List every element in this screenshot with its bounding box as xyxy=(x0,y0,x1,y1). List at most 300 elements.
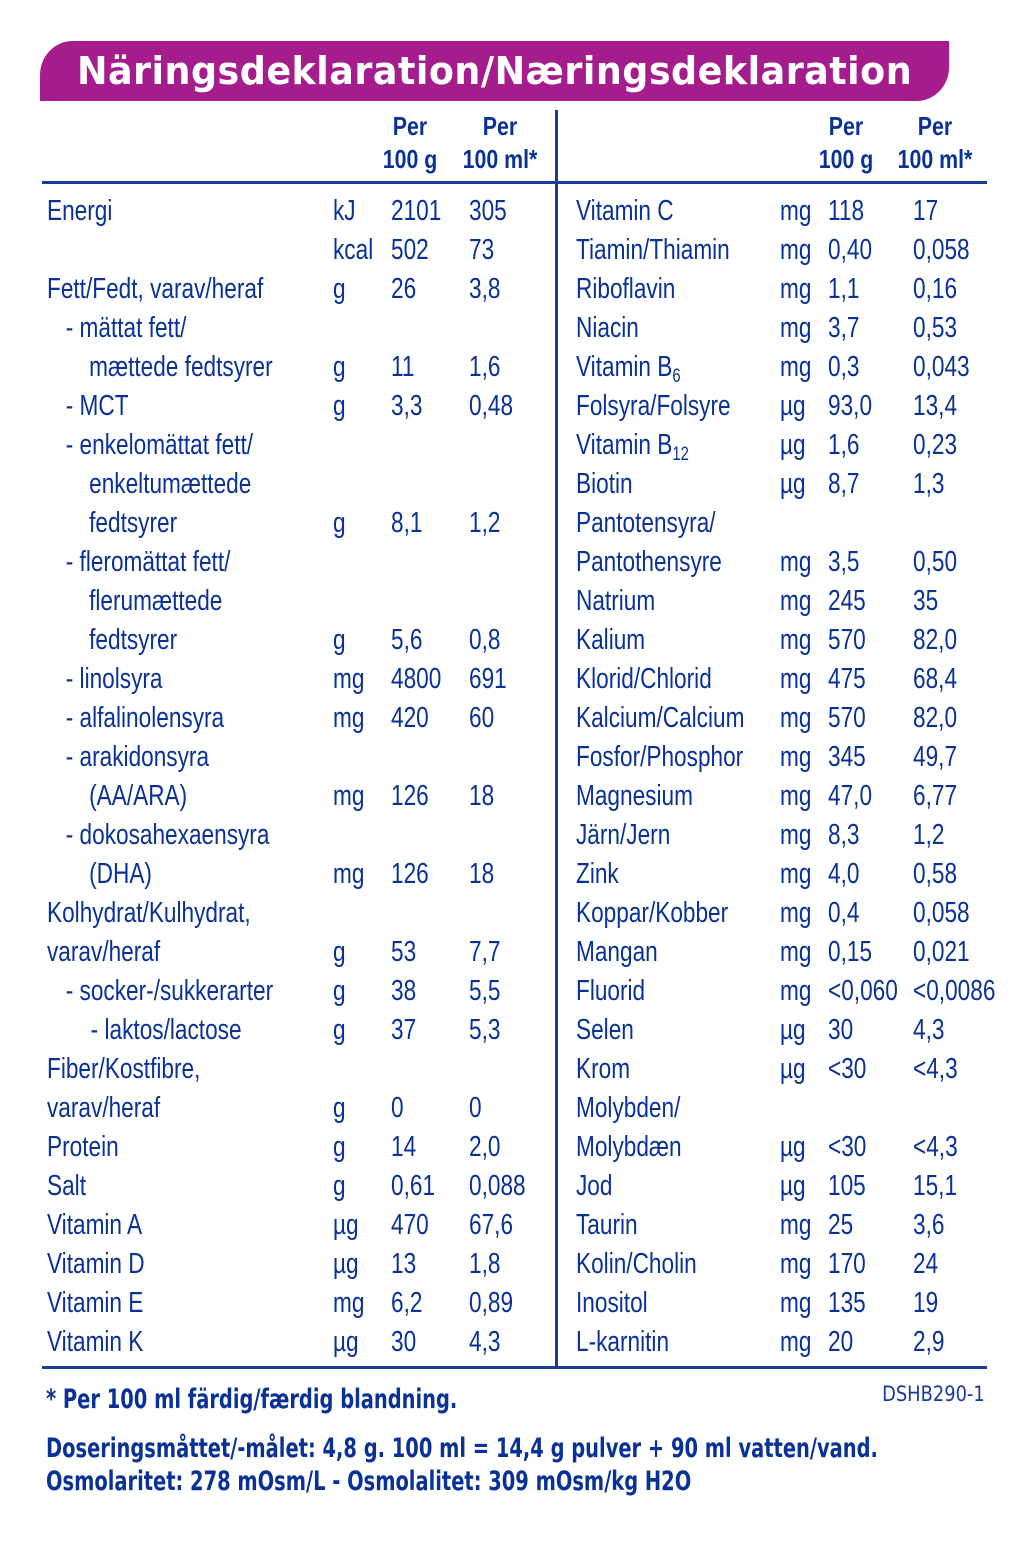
nutrient-name-text: Molybden/ xyxy=(576,1092,681,1124)
nutrient-name xyxy=(576,192,674,231)
value-per-100g: 170 xyxy=(828,1248,866,1280)
nutrient-name-text: Protein xyxy=(47,1131,119,1163)
table-row xyxy=(47,1011,552,1050)
table-row xyxy=(47,1206,552,1245)
nutrient-name xyxy=(576,894,728,933)
value-per-100ml: 0,48 xyxy=(469,390,514,422)
nutrient-name xyxy=(576,1089,680,1128)
unit: g xyxy=(333,390,346,422)
value-per-100ml: 49,7 xyxy=(913,741,958,773)
nutrient-name-text: Fiber/Kostfibre, xyxy=(47,1053,201,1085)
nutrient-name xyxy=(47,777,187,816)
value-per-100ml: 2,0 xyxy=(469,1131,501,1163)
nutrient-name-text: Vitamin D xyxy=(47,1248,145,1280)
column-header-line: Per xyxy=(917,111,953,141)
value-per-100g: 135 xyxy=(828,1287,866,1319)
nutrient-name xyxy=(47,738,209,777)
value-per-100ml: 4,3 xyxy=(469,1326,501,1358)
value-per-100g: 3,5 xyxy=(828,546,860,578)
nutrient-name-text: - enkelomättat fett/ xyxy=(65,429,254,461)
value-per-100g: <30 xyxy=(828,1131,867,1163)
nutrient-name-text: Fosfor/Phosphor xyxy=(576,741,744,773)
nutrient-name xyxy=(47,1167,86,1206)
page-title: Näringsdeklaration/Næringsdeklaration xyxy=(76,49,913,93)
nutrient-name-text: L-karnitin xyxy=(576,1326,670,1358)
unit: mg xyxy=(780,585,812,617)
table-row xyxy=(47,933,552,972)
nutrient-name-text: Kalium xyxy=(576,624,646,656)
table-row xyxy=(576,816,1026,855)
nutrient-name-text: Järn/Jern xyxy=(576,819,671,851)
table-row xyxy=(576,1050,1026,1089)
unit: µg xyxy=(780,1131,806,1163)
column-header-per-100g xyxy=(377,110,443,176)
dosage-line: Doseringsmåttet/-målet: 4,8 g. 100 ml = 14,4 g pulver + 90 ml vatten/vand. xyxy=(46,1433,878,1464)
value-per-100g: 420 xyxy=(391,702,429,734)
table-row xyxy=(576,348,1026,387)
nutrient-name xyxy=(576,309,639,348)
value-per-100g: 105 xyxy=(828,1170,866,1202)
footnote: * Per 100 ml färdig/færdig blandning. xyxy=(46,1384,458,1415)
nutrient-name-text: Niacin xyxy=(576,312,639,344)
nutrient-name-text: Tiamin/Thiamin xyxy=(576,234,730,266)
value-per-100ml: 13,4 xyxy=(913,390,958,422)
value-per-100ml: 19 xyxy=(913,1287,939,1319)
table-row xyxy=(47,1089,552,1128)
nutrient-name xyxy=(47,270,263,309)
nutrient-name xyxy=(47,504,177,543)
value-per-100g: 26 xyxy=(391,273,417,305)
nutrient-name-text: (DHA) xyxy=(89,858,152,890)
table-row xyxy=(576,543,1026,582)
nutrient-name xyxy=(47,192,112,231)
table-row xyxy=(47,231,552,270)
nutrient-name-text: Selen xyxy=(576,1014,634,1046)
value-per-100g: 8,3 xyxy=(828,819,860,851)
nutrient-name-text: Biotin xyxy=(576,468,633,500)
table-row xyxy=(47,270,552,309)
table-row xyxy=(576,1245,1026,1284)
table-row xyxy=(576,1011,1026,1050)
nutrient-name-text: varav/heraf xyxy=(47,1092,161,1124)
value-per-100ml: 3,8 xyxy=(469,273,501,305)
unit: µg xyxy=(780,1014,806,1046)
nutrient-name-text: - alfalinolensyra xyxy=(65,702,225,734)
unit: g xyxy=(333,273,346,305)
nutrient-name-text: Mangan xyxy=(576,936,658,968)
unit: g xyxy=(333,975,346,1007)
dosage-info xyxy=(46,1432,878,1498)
column-header-line: Per xyxy=(828,111,864,141)
nutrient-name xyxy=(47,894,251,933)
value-per-100g: 0,61 xyxy=(391,1170,436,1202)
nutrient-name xyxy=(47,426,253,465)
table-row xyxy=(576,777,1026,816)
unit: g xyxy=(333,507,346,539)
table-row xyxy=(576,1128,1026,1167)
nutrient-name-text: - linolsyra xyxy=(65,663,163,695)
nutrient-name-text: Vitamin E xyxy=(47,1287,144,1319)
nutrient-name xyxy=(576,231,730,270)
nutrient-name-text: Pantothensyre xyxy=(576,546,722,578)
unit: µg xyxy=(780,1170,806,1202)
value-per-100g: 5,6 xyxy=(391,624,423,656)
unit: mg xyxy=(780,195,812,227)
nutrient-name xyxy=(47,1050,200,1089)
column-header-line: 100 g xyxy=(382,144,438,174)
value-per-100ml: <4,3 xyxy=(913,1131,958,1163)
unit: mg xyxy=(780,780,812,812)
nutrient-name-text: Jod xyxy=(576,1170,613,1202)
table-row xyxy=(576,426,1026,465)
table-row xyxy=(47,1167,552,1206)
table-row xyxy=(47,621,552,660)
table-row xyxy=(576,1323,1026,1362)
table-row xyxy=(576,192,1026,231)
nutrient-name-text: - MCT xyxy=(65,390,129,422)
nutrient-name xyxy=(576,465,633,504)
nutrient-name xyxy=(576,1206,638,1245)
column-header-line: 100 ml* xyxy=(462,144,538,174)
nutrient-name xyxy=(576,1284,648,1323)
value-per-100ml: 0,021 xyxy=(913,936,970,968)
nutrient-name-text: Vitamin B xyxy=(576,429,673,461)
table-row xyxy=(47,348,552,387)
nutrient-name-text: Energi xyxy=(47,195,113,227)
table-row xyxy=(576,972,1026,1011)
unit: g xyxy=(333,1170,346,1202)
table-row xyxy=(576,1284,1026,1323)
nutrient-name-text: - socker-/sukkerarter xyxy=(65,975,274,1007)
value-per-100ml: 73 xyxy=(469,234,495,266)
unit: mg xyxy=(333,858,365,890)
value-per-100g: 37 xyxy=(391,1014,417,1046)
unit: mg xyxy=(780,1209,812,1241)
nutrient-name xyxy=(576,1128,682,1167)
header-divider xyxy=(42,181,987,184)
value-per-100ml: 67,6 xyxy=(469,1209,514,1241)
value-per-100g: 4800 xyxy=(391,663,442,695)
value-per-100ml: 1,6 xyxy=(469,351,501,383)
table-row xyxy=(576,504,1026,543)
unit: mg xyxy=(333,663,365,695)
value-per-100g: 14 xyxy=(391,1131,417,1163)
nutrient-name xyxy=(47,1284,143,1323)
nutrient-name-text: Fluorid xyxy=(576,975,646,1007)
column-header-line: 100 ml* xyxy=(897,144,973,174)
table-row xyxy=(576,231,1026,270)
nutrient-name xyxy=(576,582,655,621)
table-bottom-divider xyxy=(42,1366,987,1369)
table-row xyxy=(47,855,552,894)
unit: µg xyxy=(780,468,806,500)
nutrient-name-text: Kolhydrat/Kulhydrat, xyxy=(47,897,251,929)
table-row xyxy=(576,1206,1026,1245)
nutrient-name xyxy=(47,348,273,387)
unit: mg xyxy=(780,663,812,695)
table-row xyxy=(47,894,552,933)
nutrient-name xyxy=(576,933,658,972)
table-row xyxy=(576,660,1026,699)
unit: mg xyxy=(780,351,812,383)
unit: mg xyxy=(780,897,812,929)
unit: g xyxy=(333,1131,346,1163)
unit: g xyxy=(333,1092,346,1124)
nutrient-name xyxy=(576,1167,612,1206)
nutrient-name xyxy=(47,621,177,660)
value-per-100g: 53 xyxy=(391,936,417,968)
nutrient-name xyxy=(576,543,722,582)
unit: mg xyxy=(780,273,812,305)
nutrient-name-text: Koppar/Kobber xyxy=(576,897,729,929)
value-per-100g: 0,4 xyxy=(828,897,860,929)
table-row xyxy=(576,387,1026,426)
value-per-100g: 0 xyxy=(391,1092,404,1124)
nutrient-name-text: Vitamin C xyxy=(576,195,674,227)
value-per-100ml: <4,3 xyxy=(913,1053,958,1085)
osmolarity-line: Osmolaritet: 278 mOsm/L - Osmolalitet: 309 mOsm/kg H2O xyxy=(46,1466,692,1497)
table-row xyxy=(47,777,552,816)
unit: kcal xyxy=(333,234,374,266)
table-row xyxy=(47,738,552,777)
unit: µg xyxy=(333,1326,359,1358)
table-row xyxy=(576,621,1026,660)
unit: mg xyxy=(780,936,812,968)
nutrient-name xyxy=(47,309,186,348)
nutrient-name xyxy=(47,1323,143,1362)
value-per-100ml: 3,6 xyxy=(913,1209,945,1241)
nutrient-name xyxy=(576,1245,697,1284)
nutrient-name xyxy=(47,660,163,699)
nutrient-name xyxy=(576,270,675,309)
unit: mg xyxy=(780,702,812,734)
column-header-line: Per xyxy=(392,111,428,141)
nutrient-name-text: Kolin/Cholin xyxy=(576,1248,697,1280)
nutrient-name xyxy=(47,933,160,972)
nutrient-name xyxy=(47,1128,119,1167)
value-per-100g: 2101 xyxy=(391,195,442,227)
table-row xyxy=(47,816,552,855)
unit: mg xyxy=(780,234,812,266)
left-nutrition-table xyxy=(47,192,552,1362)
value-per-100ml: 6,77 xyxy=(913,780,958,812)
value-per-100ml: 0 xyxy=(469,1092,482,1124)
value-per-100g: 0,40 xyxy=(828,234,873,266)
table-row xyxy=(47,192,552,231)
nutrient-name xyxy=(47,1011,242,1050)
nutrient-name xyxy=(576,1011,634,1050)
nutrient-name xyxy=(47,387,129,426)
value-per-100g: 502 xyxy=(391,234,429,266)
table-row xyxy=(576,1089,1026,1128)
table-row xyxy=(47,465,552,504)
table-row xyxy=(47,426,552,465)
nutrient-name xyxy=(576,777,693,816)
value-per-100g: 0,3 xyxy=(828,351,860,383)
unit: mg xyxy=(333,702,365,734)
nutrient-name-text: (AA/ARA) xyxy=(89,780,188,812)
nutrient-name-text: Natrium xyxy=(576,585,656,617)
unit: mg xyxy=(780,624,812,656)
column-header-per-100ml xyxy=(455,110,545,176)
nutrient-name xyxy=(47,816,269,855)
nutrient-name-text: Vitamin K xyxy=(47,1326,144,1358)
subscript: 6 xyxy=(672,366,681,387)
nutrient-name xyxy=(576,660,712,699)
product-code: DSHB290-1 xyxy=(882,1382,985,1406)
unit: mg xyxy=(780,546,812,578)
nutrient-name xyxy=(47,1089,160,1128)
value-per-100ml: 35 xyxy=(913,585,939,617)
table-row xyxy=(576,270,1026,309)
nutrient-name-text: mættede fedtsyrer xyxy=(89,351,273,383)
table-row xyxy=(47,309,552,348)
value-per-100g: 126 xyxy=(391,858,429,890)
nutrient-name xyxy=(576,816,670,855)
value-per-100ml: 0,058 xyxy=(913,897,970,929)
value-per-100g: 8,1 xyxy=(391,507,423,539)
table-row xyxy=(576,894,1026,933)
value-per-100g: 1,6 xyxy=(828,429,860,461)
nutrient-name xyxy=(576,1323,669,1362)
value-per-100ml: 0,043 xyxy=(913,351,970,383)
right-nutrition-table xyxy=(576,192,1026,1362)
value-per-100ml: 0,50 xyxy=(913,546,958,578)
value-per-100ml: 0,088 xyxy=(469,1170,526,1202)
nutrient-name-text: - dokosahexaensyra xyxy=(65,819,270,851)
value-per-100ml: 1,2 xyxy=(913,819,945,851)
unit: µg xyxy=(333,1248,359,1280)
unit: µg xyxy=(780,429,806,461)
nutrient-name-text: Molybdæn xyxy=(576,1131,682,1163)
subscript: 12 xyxy=(672,444,689,465)
nutrient-name-text: - laktos/lactose xyxy=(90,1014,242,1046)
nutrient-name xyxy=(47,855,152,894)
value-per-100g: 30 xyxy=(391,1326,417,1358)
value-per-100ml: 1,2 xyxy=(469,507,501,539)
nutrient-name xyxy=(576,738,743,777)
unit: mg xyxy=(780,1248,812,1280)
nutrient-name xyxy=(576,387,731,426)
table-row xyxy=(47,543,552,582)
value-per-100g: <30 xyxy=(828,1053,867,1085)
value-per-100g: 47,0 xyxy=(828,780,873,812)
unit: µg xyxy=(780,390,806,422)
nutrient-name-text: Fett/Fedt, varav/heraf xyxy=(47,273,264,305)
value-per-100ml: 82,0 xyxy=(913,702,958,734)
nutrient-name-text: Folsyra/Folsyre xyxy=(576,390,731,422)
value-per-100g: 93,0 xyxy=(828,390,873,422)
table-row xyxy=(576,699,1026,738)
value-per-100g: 25 xyxy=(828,1209,854,1241)
nutrient-name xyxy=(576,699,744,738)
nutrient-name xyxy=(47,582,222,621)
nutrient-name xyxy=(47,1206,142,1245)
nutrient-name xyxy=(576,855,619,894)
value-per-100ml: 18 xyxy=(469,780,495,812)
table-row xyxy=(576,309,1026,348)
table-row xyxy=(576,465,1026,504)
value-per-100g: 4,0 xyxy=(828,858,860,890)
value-per-100ml: 17 xyxy=(913,195,939,227)
value-per-100ml: 5,3 xyxy=(469,1014,501,1046)
nutrient-name xyxy=(47,972,273,1011)
nutrient-name-text: Taurin xyxy=(576,1209,638,1241)
value-per-100g: 118 xyxy=(828,195,865,227)
value-per-100ml: 1,8 xyxy=(469,1248,501,1280)
unit: mg xyxy=(780,312,812,344)
unit: g xyxy=(333,936,346,968)
value-per-100ml: 24 xyxy=(913,1248,939,1280)
nutrient-name-text: Inositol xyxy=(576,1287,648,1319)
value-per-100ml: 305 xyxy=(469,195,507,227)
nutrient-name xyxy=(47,543,230,582)
value-per-100g: 0,15 xyxy=(828,936,873,968)
value-per-100g: 570 xyxy=(828,702,866,734)
value-per-100ml: 7,7 xyxy=(469,936,501,968)
value-per-100ml: 0,16 xyxy=(913,273,958,305)
table-row xyxy=(576,933,1026,972)
table-row xyxy=(47,387,552,426)
table-row xyxy=(47,1245,552,1284)
nutrient-name-text: - mättat fett/ xyxy=(65,312,187,344)
value-per-100g: 570 xyxy=(828,624,866,656)
unit: mg xyxy=(333,1287,365,1319)
value-per-100ml: 0,8 xyxy=(469,624,501,656)
nutrient-name xyxy=(576,621,645,660)
nutrient-name-text: flerumættede xyxy=(89,585,223,617)
table-row xyxy=(47,1050,552,1089)
value-per-100ml: 0,58 xyxy=(913,858,958,890)
value-per-100ml: 2,9 xyxy=(913,1326,945,1358)
value-per-100ml: 82,0 xyxy=(913,624,958,656)
nutrient-name xyxy=(576,1050,630,1089)
nutrient-name-text: Klorid/Chlorid xyxy=(576,663,712,695)
unit: mg xyxy=(780,858,812,890)
nutrient-name-text: fedtsyrer xyxy=(89,507,178,539)
value-per-100g: 6,2 xyxy=(391,1287,423,1319)
value-per-100g: 38 xyxy=(391,975,417,1007)
nutrient-name-text: enkeltumættede xyxy=(89,468,252,500)
nutrient-name-text: fedtsyrer xyxy=(89,624,178,656)
table-row xyxy=(47,660,552,699)
value-per-100ml: <0,0086 xyxy=(913,975,996,1007)
nutrient-name-text: Vitamin B xyxy=(576,351,673,383)
column-header-per-100ml-right xyxy=(890,110,980,176)
nutrient-name-text: Vitamin A xyxy=(47,1209,143,1241)
unit: mg xyxy=(333,780,365,812)
unit: µg xyxy=(333,1209,359,1241)
value-per-100ml: 0,058 xyxy=(913,234,970,266)
title-banner xyxy=(40,41,949,101)
value-per-100ml: 15,1 xyxy=(913,1170,958,1202)
value-per-100g: 345 xyxy=(828,741,866,773)
unit: mg xyxy=(780,975,812,1007)
nutrient-name-text: Zink xyxy=(576,858,619,890)
nutrient-name-text: Pantotensyra/ xyxy=(576,507,716,539)
value-per-100g: 1,1 xyxy=(828,273,860,305)
unit: µg xyxy=(780,1053,806,1085)
table-row xyxy=(47,1284,552,1323)
value-per-100ml: 18 xyxy=(469,858,495,890)
column-header-line: Per xyxy=(482,111,518,141)
unit: mg xyxy=(780,1287,812,1319)
nutrient-name-text: - arakidonsyra xyxy=(65,741,210,773)
table-row xyxy=(576,582,1026,621)
value-per-100g: 13 xyxy=(391,1248,417,1280)
value-per-100g: 126 xyxy=(391,780,429,812)
value-per-100ml: 5,5 xyxy=(469,975,501,1007)
